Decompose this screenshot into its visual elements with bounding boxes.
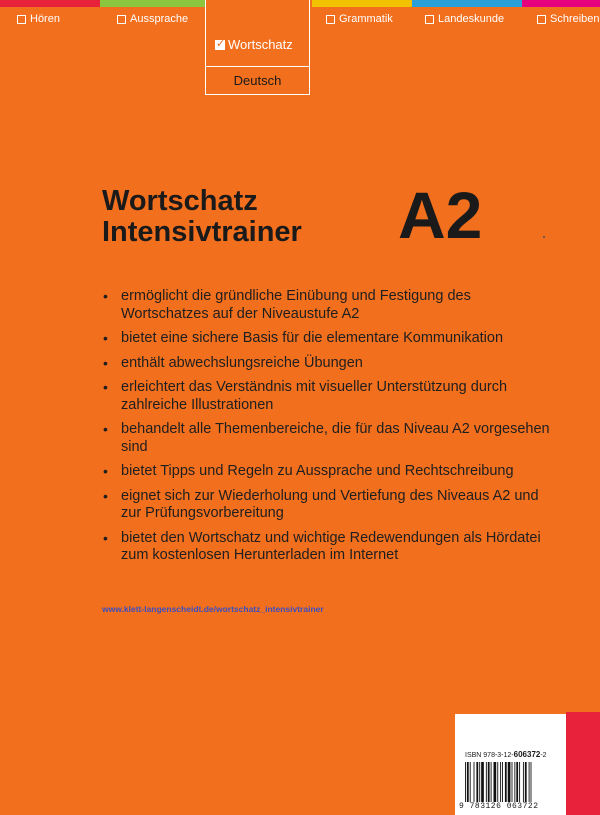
print-speck — [543, 236, 545, 238]
barcode-bar — [531, 762, 532, 802]
barcode-bar — [467, 762, 469, 802]
category-hoeren-label: Hören — [30, 13, 60, 25]
language-label: Deutsch — [233, 73, 282, 88]
feature-item: • bietet eine sichere Basis für die elementare Kommunikation — [102, 330, 562, 348]
barcode-bar — [516, 762, 518, 802]
book-title-line2: Intensivtrainer — [102, 216, 302, 248]
barcode-bar — [486, 762, 487, 802]
website-link[interactable]: www.klett-langenscheidt.de/wortschatz_intensivtrainer — [102, 604, 324, 614]
barcode-bar — [476, 762, 478, 802]
category-schreiben-label: Schreiben — [550, 13, 600, 25]
barcode-bar — [465, 762, 466, 802]
category-grammatik — [326, 13, 393, 25]
barcode-bar — [508, 762, 511, 802]
feature-list — [102, 288, 562, 572]
barcode-bar — [494, 762, 497, 802]
barcode-bar — [497, 762, 498, 802]
isbn-bold: 606372 — [513, 750, 541, 759]
level-badge: A2 — [398, 178, 483, 252]
barcode-bar — [505, 762, 507, 802]
isbn-suffix: -2 — [540, 752, 547, 759]
checkbox-icon — [17, 15, 26, 24]
category-hoeren — [17, 13, 60, 25]
barcode-bar — [500, 762, 501, 802]
strip-blue — [412, 0, 522, 7]
feature-item: • bietet den Wortschatz und wichtige Redewendungen als Hördatei zum kostenlosen Herunterladen im Internet — [102, 530, 562, 565]
barcode-bar — [470, 762, 471, 802]
category-landeskunde — [425, 13, 504, 25]
barcode-bar — [523, 762, 524, 802]
barcode-bar — [502, 762, 503, 802]
feature-item: • behandelt alle Themenbereiche, die für das Niveau A2 vorgesehen sind — [102, 421, 562, 456]
feature-item: • erleichtert das Verständnis mit visueller Unterstützung durch zahlreiche Illustrationen — [102, 379, 562, 414]
checkbox-icon — [425, 15, 434, 24]
isbn-text — [465, 750, 547, 759]
barcode-bar — [525, 762, 527, 802]
feature-item: • enthält abwechslungsreiche Übungen — [102, 355, 562, 373]
checkbox-icon — [537, 15, 546, 24]
isbn-prefix: ISBN 978-3-12- — [465, 752, 514, 759]
checkbox-icon — [117, 15, 126, 24]
barcode-bar — [514, 762, 515, 802]
barcode-bar — [491, 762, 492, 802]
corner-color-block — [566, 712, 600, 815]
book-title-line1: Wortschatz — [102, 185, 258, 217]
active-category-tab — [205, 0, 310, 95]
barcode-bar — [481, 762, 484, 802]
barcode-bar — [474, 762, 475, 802]
category-aussprache — [117, 13, 188, 25]
barcode-panel — [455, 714, 566, 815]
barcode-digits: 9 783126 063722 — [459, 802, 539, 811]
strip-green — [100, 0, 205, 7]
category-landeskunde-label: Landeskunde — [438, 13, 505, 25]
checked-checkbox-icon — [215, 40, 225, 50]
strip-yellow — [312, 0, 412, 7]
barcode-bar — [479, 762, 480, 802]
checkbox-icon — [326, 15, 335, 24]
barcode-bar — [519, 762, 520, 802]
feature-item: • ermöglicht die gründliche Einübung und Festigung des Wortschatzes auf der Niveaustufe A2 — [102, 288, 562, 323]
tab-divider — [206, 66, 309, 67]
category-schreiben — [537, 13, 600, 25]
barcode-bar — [488, 762, 490, 802]
strip-magenta — [522, 0, 600, 7]
barcode-bar — [529, 762, 530, 802]
feature-item: • bietet Tipps und Regeln zu Aussprache und Rechtschreibung — [102, 463, 562, 481]
active-category — [215, 37, 293, 52]
book-title — [102, 186, 302, 248]
category-grammatik-label: Grammatik — [339, 13, 393, 25]
strip-red — [0, 0, 100, 7]
barcode-icon — [465, 762, 557, 802]
feature-item: • eignet sich zur Wiederholung und Vertiefung des Niveaus A2 und zur Prüfungsvorbereitung — [102, 488, 562, 523]
active-category-label: Wortschatz — [228, 37, 293, 52]
category-aussprache-label: Aussprache — [130, 13, 189, 25]
barcode-bar — [512, 762, 513, 802]
